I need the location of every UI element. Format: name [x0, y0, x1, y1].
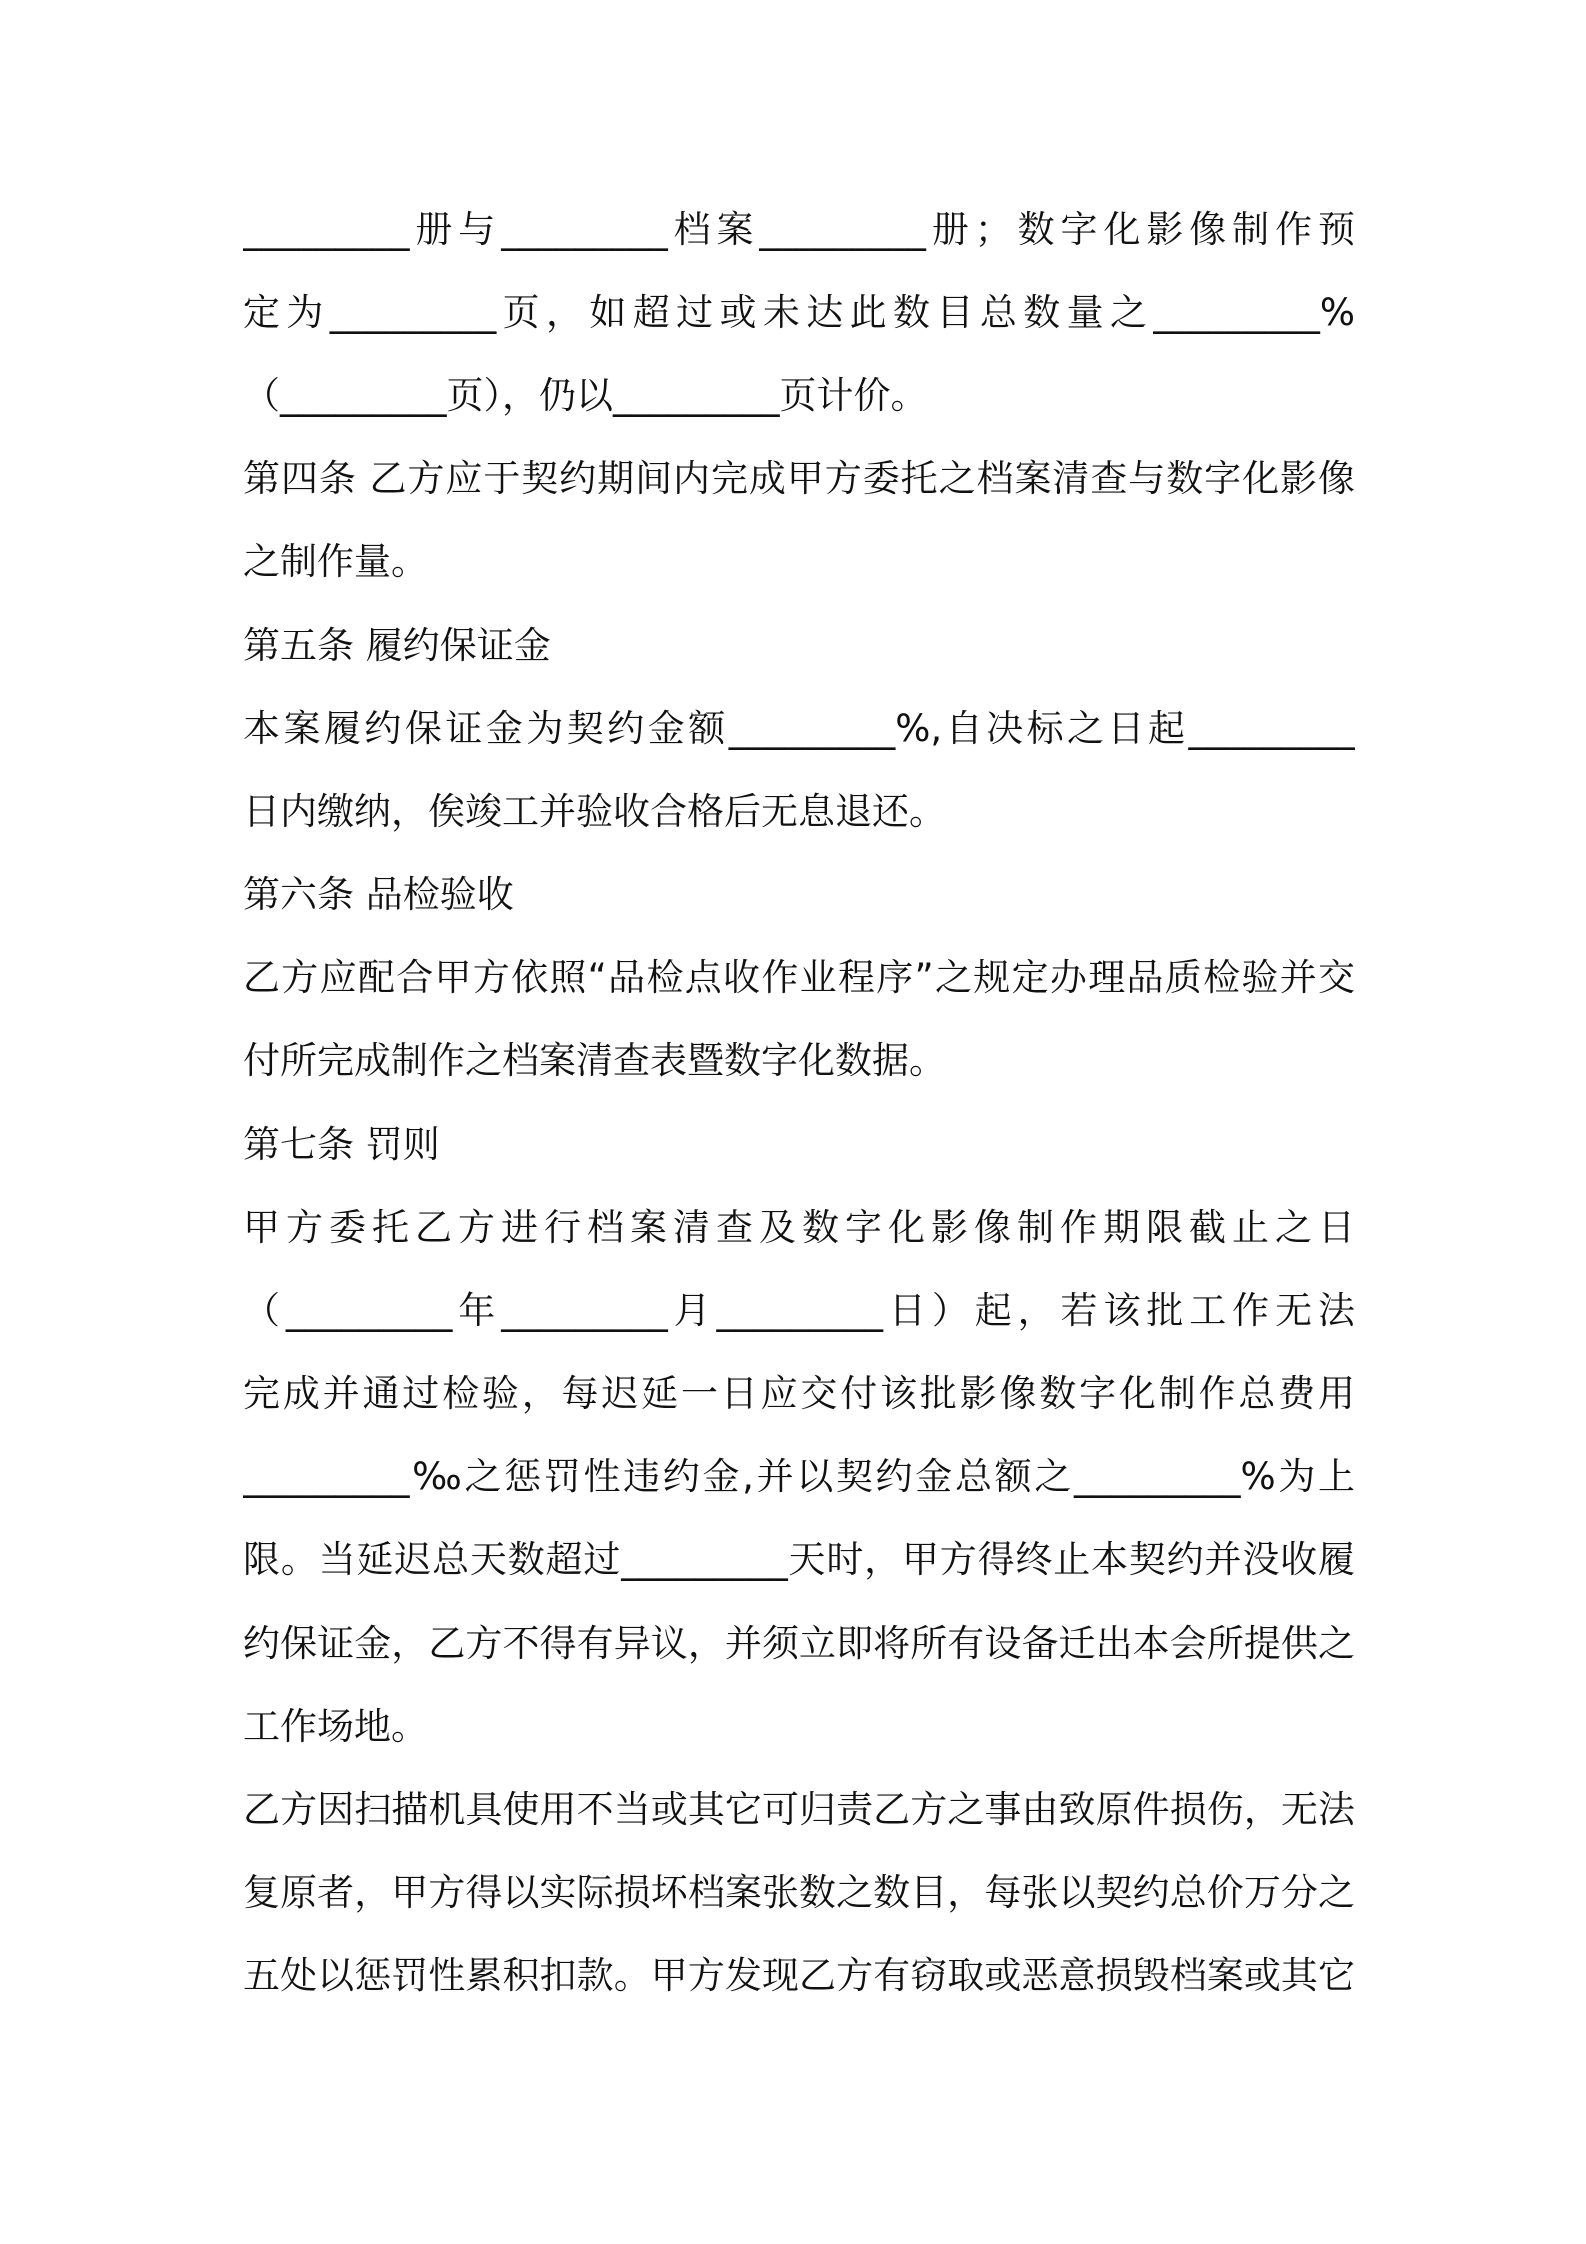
text-line: 工作场地。: [243, 1705, 428, 1748]
text-line: 约保证金，乙方不得有异议，并须立即将所有设备迁出本会所提供之: [243, 1622, 1355, 1665]
text-line: _________册与_________档案_________册；数字化影像制作预: [243, 208, 1355, 251]
text-line: 甲方委托乙方进行档案清查及数字化影像制作期限截止之日: [243, 1206, 1355, 1249]
text-line: 之制作量。: [243, 540, 428, 583]
text-line: 五处以惩罚性累积扣款。甲方发现乙方有窃取或恶意损毁档案或其它: [243, 1954, 1355, 1997]
text-line: 乙方因扫描机具使用不当或其它可归责乙方之事由致原件损伤，无法: [243, 1788, 1355, 1831]
text-line: 本案履约保证金为契约金额_________%,自决标之日起_________: [243, 707, 1355, 750]
section-heading: 第五条 履约保证金: [243, 624, 551, 667]
text-line: 限。当延迟总天数超过_________天时，甲方得终止本契约并没收履: [243, 1538, 1355, 1581]
text-line: 复原者，甲方得以实际损坏档案张数之数目，每张以契约总价万分之: [243, 1871, 1355, 1914]
section-heading: 第七条 罚则: [243, 1123, 440, 1166]
text-line: 付所完成制作之档案清查表暨数字化数据。: [243, 1039, 946, 1082]
text-line: _________‰之惩罚性违约金,并以契约金总额之_________%为上: [243, 1455, 1355, 1498]
section-heading: 第六条 品检验收: [243, 873, 514, 916]
text-line: 完成并通过检验，每迟延一日应交付该批影像数字化制作总费用: [243, 1372, 1355, 1415]
section-heading: 第四条 乙方应于契约期间内完成甲方委托之档案清查与数字化影像: [243, 457, 1355, 500]
text-line: （_________页），仍以_________页计价。: [243, 374, 928, 417]
text-line: 乙方应配合甲方依照“品检点收作业程序”之规定办理品质检验并交: [243, 956, 1355, 999]
text-line: （_________年_________月_________日）起，若该批工作无法: [243, 1289, 1355, 1332]
text-line: 定为_________页，如超过或未达此数目总数量之_________%: [243, 291, 1355, 334]
text-line: 日内缴纳，俟竣工并验收合格后无息退还。: [243, 790, 946, 833]
